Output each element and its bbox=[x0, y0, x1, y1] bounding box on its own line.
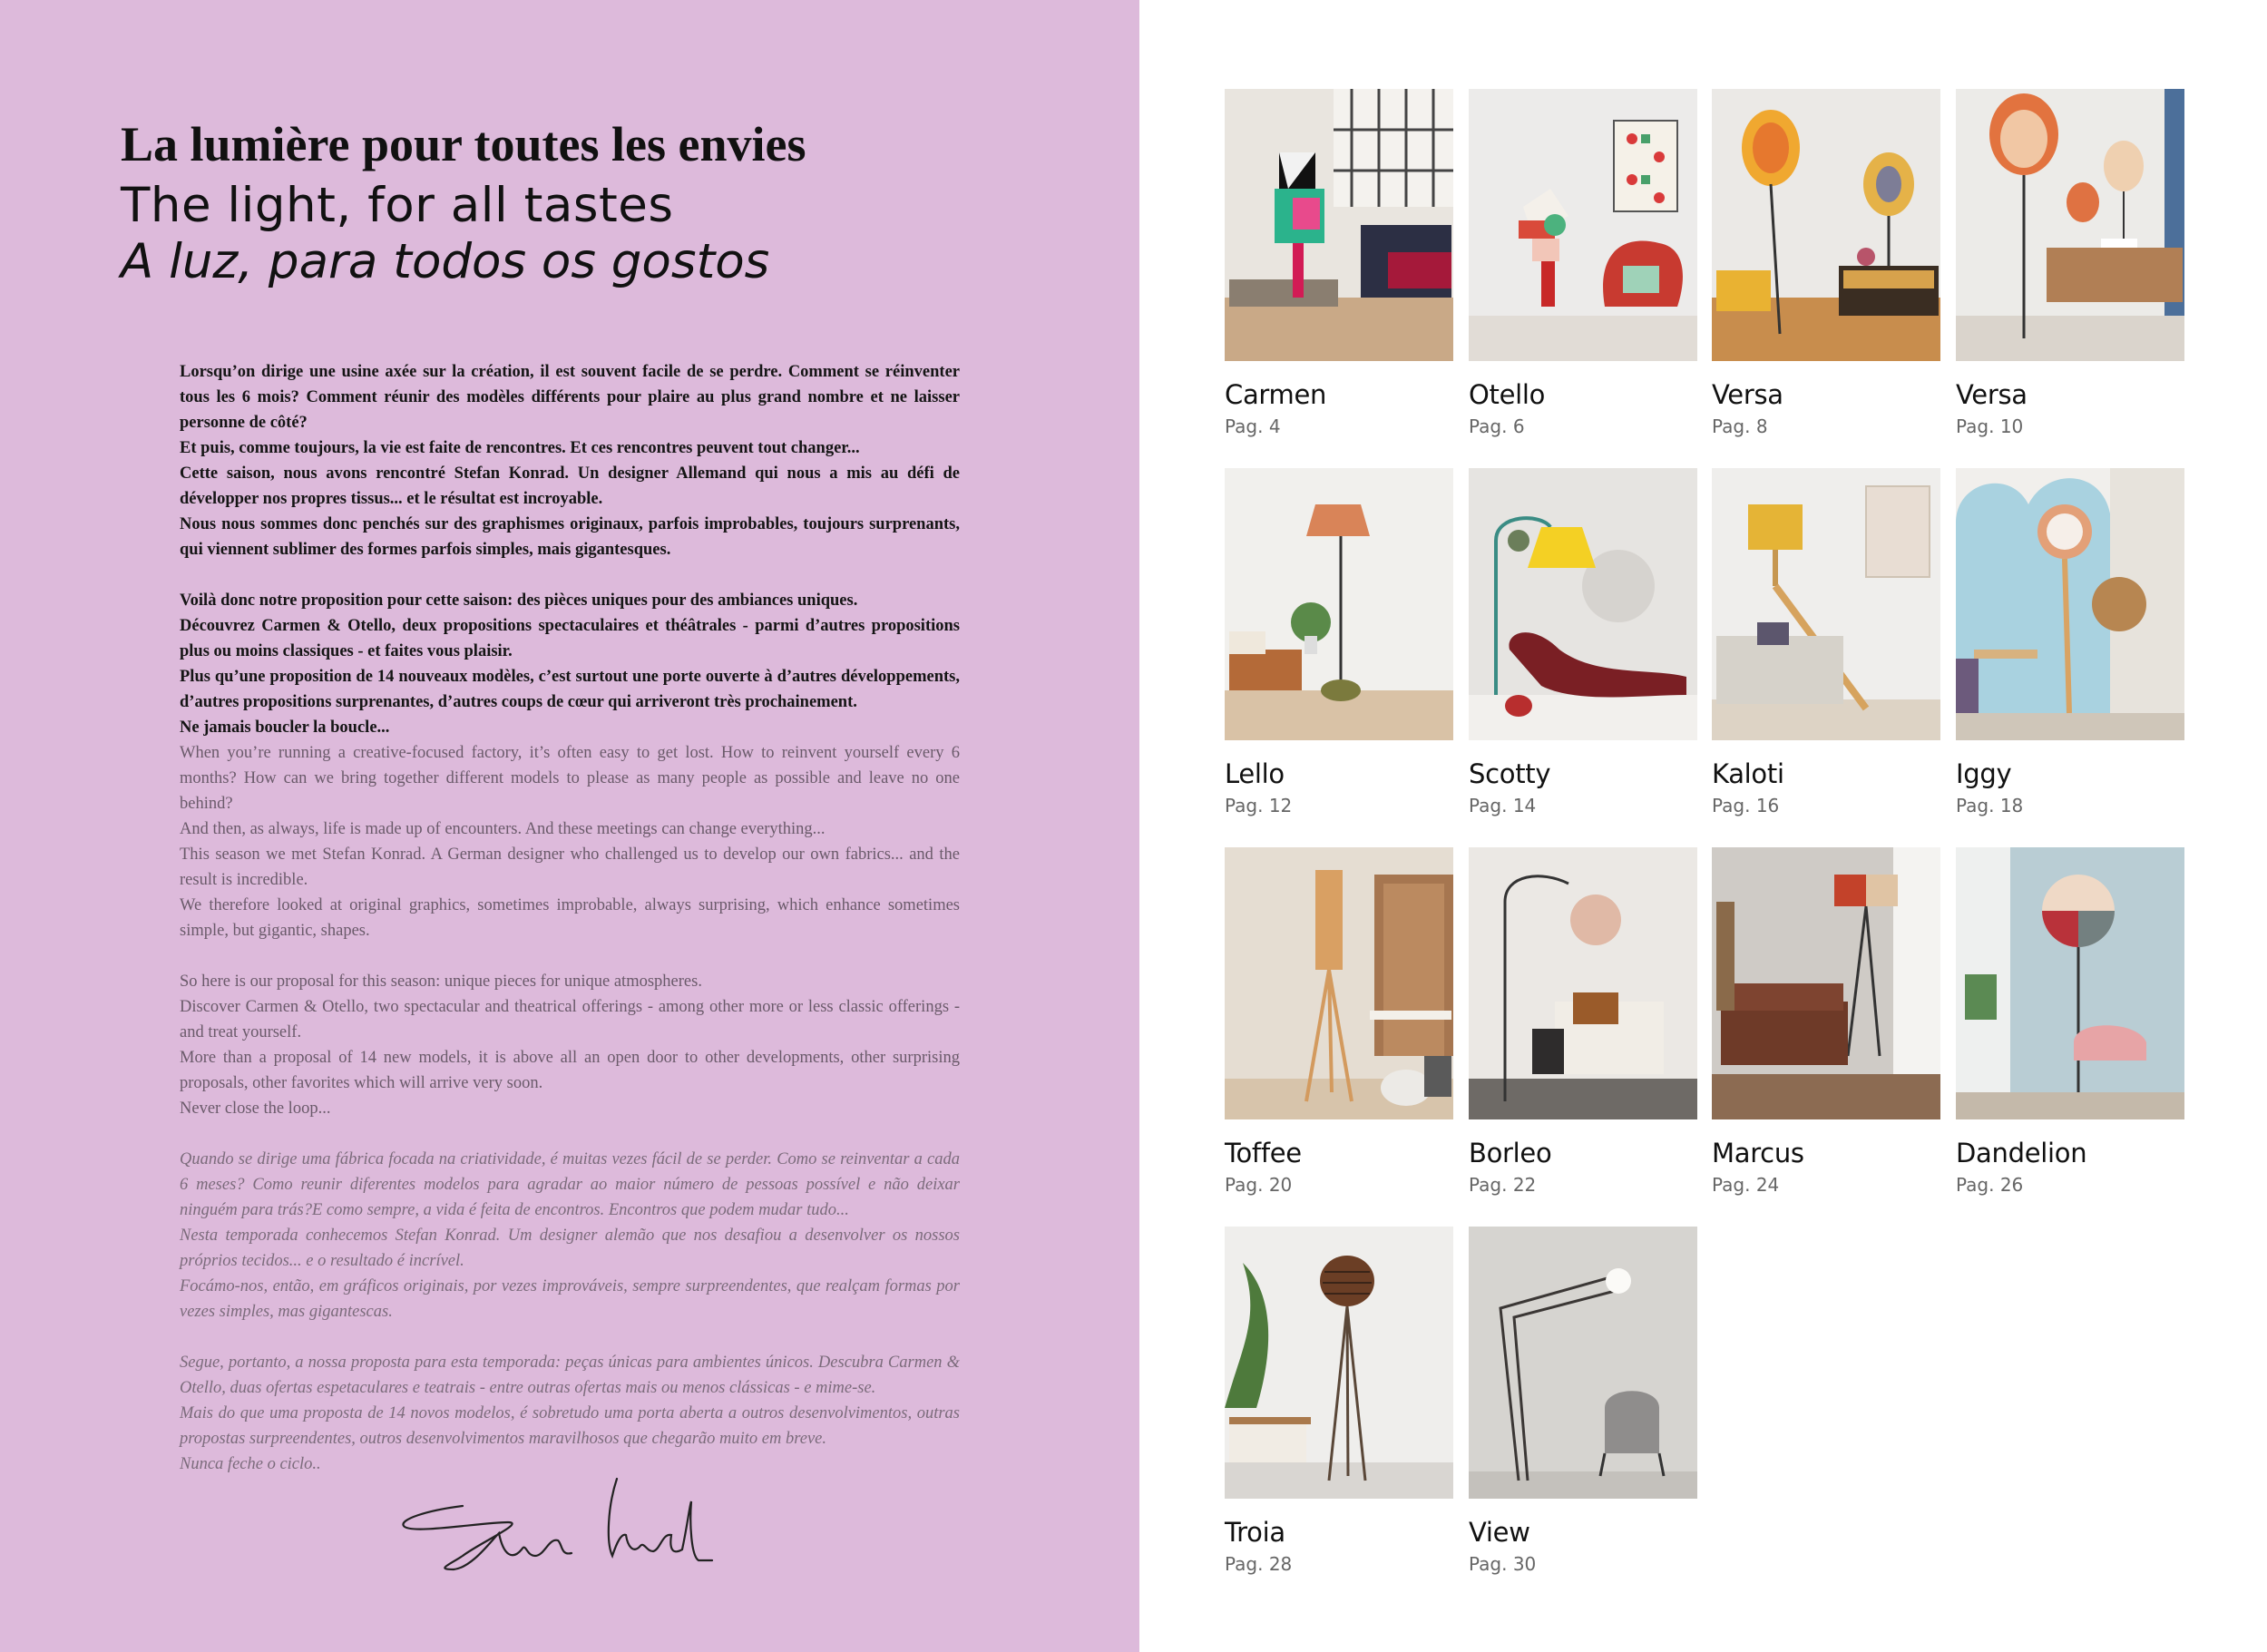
product-name[interactable]: Marcus bbox=[1712, 1138, 1804, 1168]
title-french: La lumière pour toutes les envies bbox=[121, 117, 806, 171]
paragraph: Découvrez Carmen & Otello, deux propositions spectaculaires et théâtrales - parmi d’autres propositions plus ou moins classiques - et faites vous plaisir. bbox=[180, 617, 960, 660]
paragraph: Voilà donc notre proposition pour cette saison: des pièces uniques pour des ambiances uniques. bbox=[180, 591, 858, 610]
product-page-number: Pag. 22 bbox=[1469, 1174, 1537, 1196]
product-photo bbox=[1225, 468, 1453, 740]
product-page-number: Pag. 16 bbox=[1712, 795, 1780, 816]
paragraph: Quando se dirige uma fábrica focada na criatividade, é muitas vezes fácil de se perder. Como se reinventar a cada 6 meses? Como reunir diferentes modelos para agradar ao maior número de pessoas possível e não deixar ninguém para trás?E como sempre, a vida é feita de encontros. Encontros que podem mudar tudo... bbox=[180, 1150, 960, 1219]
product-page-number: Pag. 20 bbox=[1225, 1174, 1293, 1196]
paragraph: Nunca feche o ciclo.. bbox=[180, 1455, 321, 1473]
product-name[interactable]: View bbox=[1469, 1517, 1530, 1548]
product-name[interactable]: Lello bbox=[1225, 758, 1285, 789]
product-photo bbox=[1956, 847, 2184, 1119]
paragraph: Never close the loop... bbox=[180, 1100, 331, 1118]
product-photo bbox=[1469, 1227, 1697, 1499]
paragraph: Mais do que uma proposta de 14 novos modelos, é sobretudo uma porta aberta a outros desenvolvimentos, outras propostas surpreendentes, outros desenvolvimentos maravilhosos que chegarão muito em breve. bbox=[180, 1404, 960, 1448]
intro-text-portuguese bbox=[180, 1147, 960, 1477]
product-photo bbox=[1469, 89, 1697, 361]
product-page-number: Pag. 26 bbox=[1956, 1174, 2024, 1196]
product-name[interactable]: Kaloti bbox=[1712, 758, 1784, 789]
paragraph: We therefore looked at original graphics, sometimes improbable, always surprising, which enhance sometimes simple, but gigantic, shapes. bbox=[180, 896, 960, 940]
paragraph: Nesta temporada conhecemos Stefan Konrad. Um designer alemão que nos desafiou a desenvolver os nossos próprios tecidos... e o resultado é incrível. bbox=[180, 1227, 960, 1270]
product-name[interactable]: Dandelion bbox=[1956, 1138, 2087, 1168]
paragraph-gap bbox=[180, 562, 960, 588]
paragraph: Discover Carmen & Otello, two spectacular and theatrical offerings - among other more or less classic offerings - and treat yourself. bbox=[180, 998, 960, 1041]
product-name[interactable]: Iggy bbox=[1956, 758, 2012, 789]
paragraph: Nous nous sommes donc penchés sur des graphismes originaux, parfois improbables, toujours surprenants, qui viennent sublimer des formes parfois simples, mais gigantesques. bbox=[180, 515, 960, 559]
intro-text-french bbox=[180, 359, 960, 740]
paragraph: So here is our proposal for this season: unique pieces for unique atmospheres. bbox=[180, 973, 702, 991]
product-page-number: Pag. 10 bbox=[1956, 415, 2024, 437]
intro-text-english bbox=[180, 740, 960, 1121]
product-name[interactable]: Scotty bbox=[1469, 758, 1551, 789]
product-page-number: Pag. 28 bbox=[1225, 1553, 1293, 1575]
product-page-number: Pag. 6 bbox=[1469, 415, 1525, 437]
product-name[interactable]: Troia bbox=[1225, 1517, 1285, 1548]
product-photo bbox=[1225, 89, 1453, 361]
handwritten-signature bbox=[399, 1470, 726, 1579]
paragraph: Segue, portanto, a nossa proposta para esta temporada: peças únicas para ambientes únicos. Descubra Carmen & Otello, duas ofertas espetaculares e teatrais - entre outras ofertas mais ou menos clássicas - e mime-se. bbox=[180, 1354, 960, 1397]
paragraph: This season we met Stefan Konrad. A German designer who challenged us to develop our own fabrics... and the result is incredible. bbox=[180, 846, 960, 889]
product-page-number: Pag. 4 bbox=[1225, 415, 1281, 437]
product-name[interactable]: Otello bbox=[1469, 379, 1546, 410]
paragraph: More than a proposal of 14 new models, it is above all an open door to other developments, other surprising proposals, other favorites which will arrive very soon. bbox=[180, 1049, 960, 1092]
title-english: The light, for all tastes bbox=[121, 178, 674, 233]
paragraph-gap bbox=[180, 1325, 960, 1350]
product-photo bbox=[1712, 468, 1940, 740]
product-index bbox=[1139, 0, 2267, 1652]
product-name[interactable]: Versa bbox=[1956, 379, 2028, 410]
paragraph: Cette saison, nous avons rencontré Stefan Konrad. Un designer Allemand qui nous a mis au défi de développer nos propres tissus... et le résultat est incroyable. bbox=[180, 464, 960, 508]
paragraph: Plus qu’une proposition de 14 nouveaux modèles, c’est surtout une porte ouverte à d’autres développements, d’autres propositions surprenantes, d’autres coups de cœur qui arriveront très prochainement. bbox=[180, 668, 960, 711]
product-photo bbox=[1712, 847, 1940, 1119]
paragraph: And then, as always, life is made up of encounters. And these meetings can change everything... bbox=[180, 820, 826, 838]
paragraph-gap bbox=[180, 943, 960, 969]
paragraph: Et puis, comme toujours, la vie est faite de rencontres. Et ces rencontres peuvent tout changer... bbox=[180, 439, 860, 457]
paragraph: When you’re running a creative-focused factory, it’s often easy to get lost. How to reinvent yourself every 6 months? How can we bring together different models to please as many people as possible and leave no one behind? bbox=[180, 744, 960, 813]
product-photo bbox=[1469, 468, 1697, 740]
product-photo bbox=[1469, 847, 1697, 1119]
title-portuguese: A luz, para todos os gostos bbox=[121, 234, 770, 289]
paragraph: Lorsqu’on dirige une usine axée sur la création, il est souvent facile de se perdre. Comment se réinventer tous les 6 mois? Comment réunir des modèles différents pour plaire au plus grand nombre et ne laisser personne de côté? bbox=[180, 363, 960, 432]
paragraph: Focámo-nos, então, em gráficos originais, por vezes improváveis, sempre surpreendentes, que realçam formas por vezes simples, mas gigantescas. bbox=[180, 1277, 960, 1321]
product-page-number: Pag. 18 bbox=[1956, 795, 2024, 816]
product-photo bbox=[1956, 89, 2184, 361]
product-page-number: Pag. 30 bbox=[1469, 1553, 1537, 1575]
paragraph: Ne jamais boucler la boucle... bbox=[180, 718, 390, 737]
product-page-number: Pag. 8 bbox=[1712, 415, 1768, 437]
product-name[interactable]: Carmen bbox=[1225, 379, 1327, 410]
product-page-number: Pag. 14 bbox=[1469, 795, 1537, 816]
product-name[interactable]: Borleo bbox=[1469, 1138, 1552, 1168]
product-photo bbox=[1712, 89, 1940, 361]
product-page-number: Pag. 12 bbox=[1225, 795, 1293, 816]
product-name[interactable]: Versa bbox=[1712, 379, 1783, 410]
product-photo bbox=[1225, 847, 1453, 1119]
product-page-number: Pag. 24 bbox=[1712, 1174, 1780, 1196]
product-name[interactable]: Toffee bbox=[1225, 1138, 1302, 1168]
product-photo bbox=[1956, 468, 2184, 740]
product-photo bbox=[1225, 1227, 1453, 1499]
